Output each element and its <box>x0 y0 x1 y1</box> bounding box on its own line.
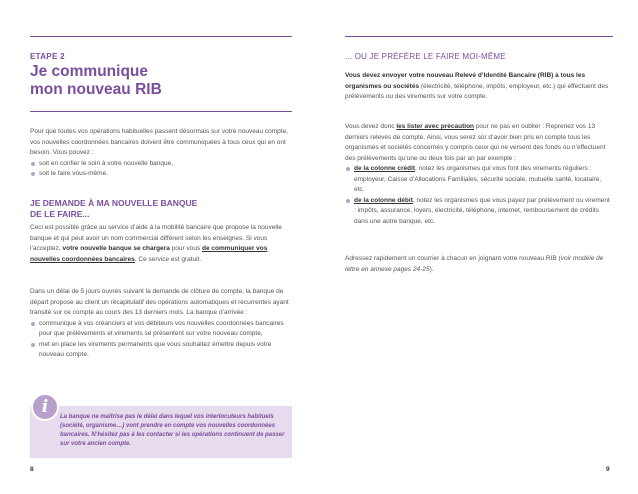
title-line-1: Je communique <box>30 63 148 80</box>
letter-end: ). <box>429 265 434 273</box>
list-text-1: Vous devez donc <box>345 123 397 130</box>
section-heading-line-2: DE LE FAIRE... <box>30 209 90 219</box>
service-bold-2: de communiquer vos nouvelles coordonnées bancaires <box>30 245 268 263</box>
intro-bullet-list <box>30 159 292 180</box>
list-paragraph <box>345 122 613 164</box>
section-heading-line-1: JE DEMANDE À MA NOUVELLE BANQUE <box>30 198 198 208</box>
delay-bullet: met en place les virements permanents que vous souhaitez émettre depuis votre nouveau compte. <box>30 340 294 361</box>
list-bold: les lister avec précaution <box>396 123 475 130</box>
credit-bullet <box>345 164 613 196</box>
rib-bold: Vous devez envoyer votre nouveau Relevé d’Identité Bancaire (RIB) à tous les organismes ou sociétés <box>345 72 586 90</box>
service-text-1: Ceci est possible grâce au service d’aide à la mobilité bancaire que propose la nouvelle banque et qui peut avoir un nom commercial différent selon les enseignes. Si vous l’acceptez, <box>30 224 282 252</box>
delay-bullet: communique à vos créanciers et vos débiteurs vos nouvelles coordonnées bancaires pour que prélèvements et virements se présentent sur votre nouveau compte, <box>30 319 294 340</box>
rib-text: (électricité, téléphone, impôts, employeur, etc.) qui effectuent des prélèvements ou des virements sur votre compte. <box>345 82 609 100</box>
title-rule <box>30 111 292 112</box>
delay-section <box>30 287 294 361</box>
page-title <box>30 63 290 99</box>
letter-annex-reference: voir modèle de lettre en annexe pages 24-25 <box>345 255 604 273</box>
title-line-2: mon nouveau RIB <box>30 81 162 98</box>
intro-bullet: soit le faire vous-même. <box>30 169 292 180</box>
step-label: ETAPE 2 <box>30 52 65 61</box>
info-text: La banque ne maîtrise pas le délai dans lequel vos interlocuteurs habituels (société, organisme…) vont prendre en compte vos nouvelles coordonnées bancaires. N’hésitez pas à les contacter si les opérations continuent de passer sur votre ancien compte. <box>60 414 285 447</box>
intro-paragraph: Pour que toutes vos opérations habituelles passent désormais sur votre nouveau compte, vos nouvelles coordonnées bancaires doivent être communiquées à tous ceux qui en ont besoin. Vous pouvez : <box>30 128 288 156</box>
intro-section <box>30 127 292 180</box>
credit-bold: de la colonne crédit <box>354 165 416 172</box>
debit-text: , notez les organismes que vous payez par prélèvement ou virement : impôts, assurance, loyers, électricité, téléphone, internet, remboursement de crédits dans une autre banque, etc. <box>354 196 610 225</box>
service-text-2: pour vous <box>169 245 202 252</box>
service-bold-1: votre nouvelle banque se chargera <box>62 245 170 252</box>
info-icon: i <box>31 393 59 421</box>
debit-bullet <box>345 196 613 228</box>
list-text-2: pour ne pas en oublier : Reprenez vos 13 derniers relevés de compte. Ainsi, vous serez sûr d’avoir bien pris en compte tous les organismes et sociétés concernés y compris ceux qui ne versent des fonds ou n’effectuent des prélèvements qu’une ou deux fois par an par exemple : <box>345 123 606 162</box>
service-text-3: . Ce service est gratuit. <box>134 255 202 263</box>
list-section <box>345 122 613 227</box>
delay-bullet-list <box>30 319 294 361</box>
top-rule-right <box>345 36 613 37</box>
section-heading <box>30 198 290 220</box>
right-heading: ... OU JE PRÉFÈRE LE FAIRE MOI-MÊME <box>345 52 506 61</box>
page-number-left: 8 <box>30 466 34 473</box>
right-page <box>319 0 638 494</box>
letter-text: Adressez rapidement un courrier à chacun en joignant votre nouveau RIB ( <box>345 255 561 262</box>
page-number-right: 9 <box>606 466 610 473</box>
delay-paragraph: Dans un délai de 5 jours ouvrés suivant la demande de clôture de compte, la banque de départ propose au client un récapitulatif des opérations automatiques et récurrentes ayant transité sur ce compte au cours des 13 derniers mois. La banque d’arrivée : <box>30 288 289 316</box>
column-bullet-list <box>345 164 613 227</box>
rib-paragraph <box>345 71 613 103</box>
credit-text: , notez les organismes qui vous font des virements réguliers : employeur, Caisse d’Allocations Familiales, sécurité sociale, mutuelle santé, locataire, etc. <box>354 165 602 193</box>
info-box <box>30 397 292 458</box>
service-paragraph <box>30 223 294 265</box>
intro-bullet: soit en confier le soin à votre nouvelle banque, <box>30 159 292 170</box>
letter-paragraph <box>345 254 613 275</box>
debit-bold: de la colonne débit <box>354 196 413 204</box>
top-rule <box>30 36 292 37</box>
